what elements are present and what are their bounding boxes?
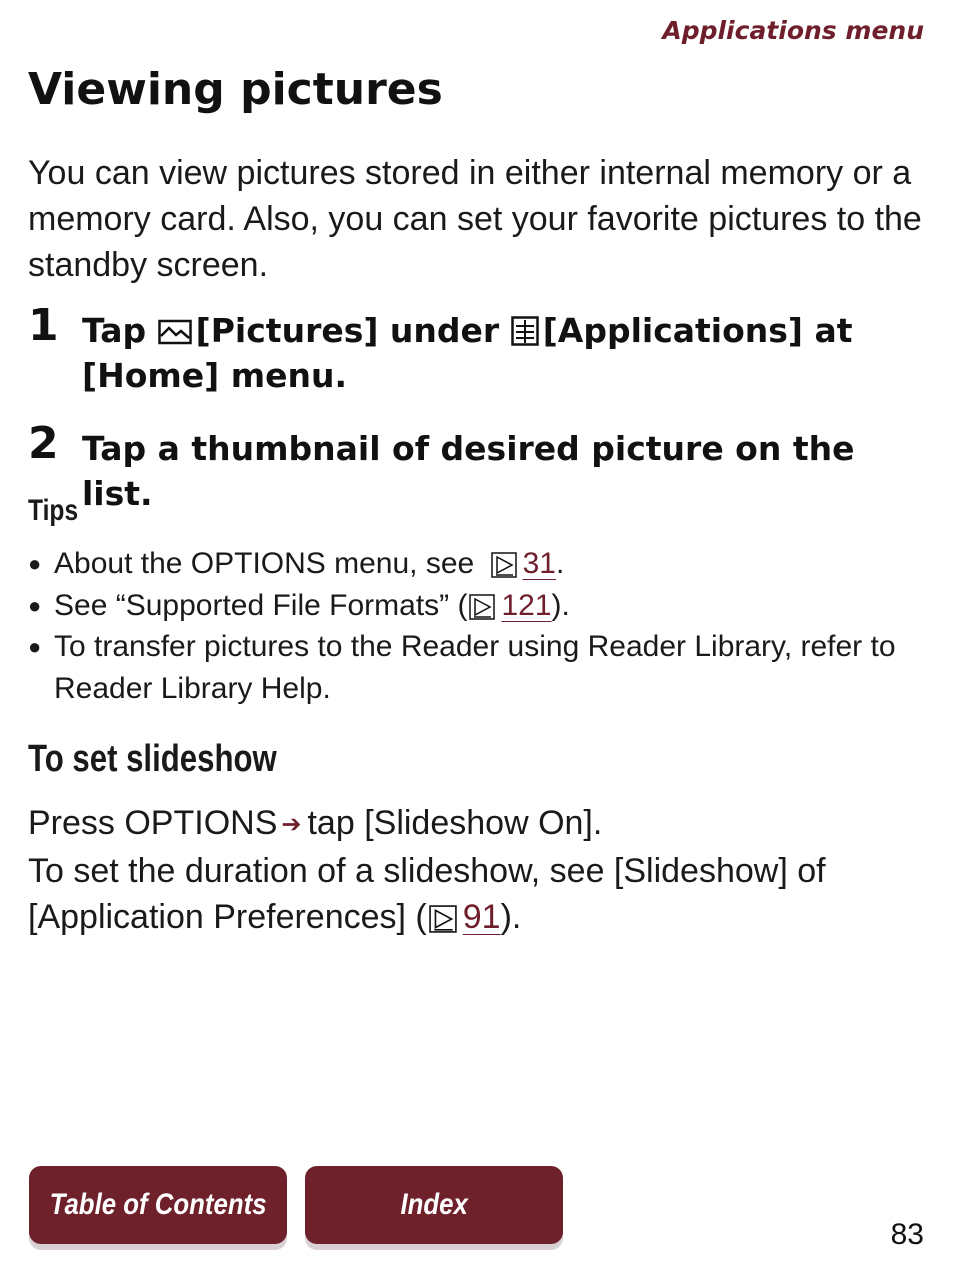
button-label: Table of Contents	[49, 1188, 267, 1221]
slideshow-line2-end: ).	[500, 898, 522, 936]
step-tap-label: Tap	[82, 311, 147, 350]
tips-list	[28, 543, 928, 709]
page-number: 83	[890, 1218, 924, 1251]
step-2	[28, 418, 928, 516]
page-link-91[interactable]: 91	[462, 898, 501, 936]
tip-text: See “Supported File Formats” (	[54, 588, 468, 622]
tip-text-end: ).	[551, 588, 570, 622]
page-link-121[interactable]: 121	[501, 588, 552, 622]
slideshow-paragraph	[28, 800, 938, 940]
step-applications-label: [Applications] at	[542, 311, 853, 350]
arrow-right-icon: ➔	[281, 811, 302, 838]
step-1	[28, 300, 928, 398]
intro-paragraph: You can view pictures stored in either internal memory or a memory card. Also, you can set your favorite pictures to the standby screen.	[28, 154, 922, 284]
tips-heading: Tips	[28, 494, 79, 527]
step-home-label: [Home] menu.	[82, 356, 347, 395]
step-text	[82, 308, 928, 398]
page-link-31[interactable]: 31	[522, 547, 556, 580]
step-number: 1	[28, 300, 59, 351]
page-title: Viewing pictures	[28, 64, 443, 115]
button-label: Index	[400, 1188, 468, 1221]
list-item: ● To transfer pictures to the Reader using Reader Library, refer to Reader Library Help.	[28, 626, 928, 709]
step-pictures-label: [Pictures] under	[195, 311, 500, 350]
section-header: Applications menu	[662, 16, 924, 45]
list-item	[28, 585, 928, 627]
pictures-icon	[158, 318, 192, 346]
index-button[interactable]	[305, 1166, 563, 1244]
slideshow-line1-end: tap [Slideshow On].	[307, 804, 603, 842]
page-reference-icon	[491, 552, 517, 578]
applications-icon	[511, 316, 539, 346]
slideshow-line1: Press OPTIONS	[28, 804, 278, 842]
slideshow-line2: To set the duration of a slideshow, see [Slideshow] of [Application Preferences] (	[28, 852, 826, 936]
tip-text: About the OPTIONS menu, see	[54, 547, 475, 580]
step-text: Tap a thumbnail of desired picture on the list.	[82, 429, 855, 513]
slideshow-heading: To set slideshow	[28, 738, 277, 780]
page-reference-icon	[469, 594, 495, 620]
tip-text-end: .	[555, 547, 565, 580]
page-reference-icon	[429, 905, 457, 933]
step-number: 2	[28, 418, 59, 469]
table-of-contents-button[interactable]	[29, 1166, 287, 1244]
list-item	[28, 543, 928, 585]
